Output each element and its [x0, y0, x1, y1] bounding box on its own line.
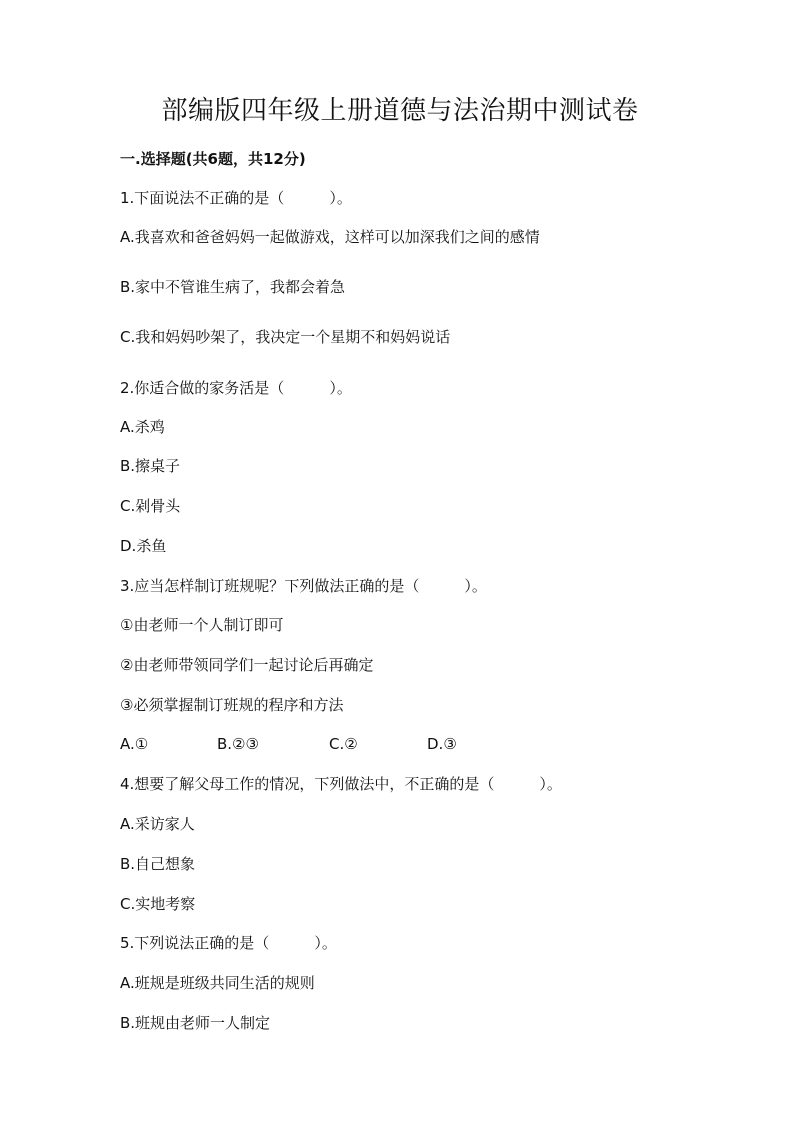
- question-2-option-a: A.杀鸡: [120, 418, 165, 436]
- question-2-option-b: B.擦桌子: [120, 457, 181, 475]
- question-1-option-b: B.家中不管谁生病了，我都会着急: [120, 278, 346, 296]
- question-3-stem: 3.应当怎样制订班规呢？下列做法正确的是（ ）。: [120, 577, 487, 595]
- question-1-stem: 1.下面说法不正确的是（ ）。: [120, 189, 352, 207]
- question-3-options: [120, 733, 680, 755]
- question-5-option-a: A.班规是班级共同生活的规则: [120, 974, 315, 992]
- question-2-option-d: D.杀鱼: [120, 537, 167, 555]
- question-1-option-a: A.我喜欢和爸爸妈妈一起做游戏，这样可以加深我们之间的感情: [120, 228, 540, 246]
- question-3-statement-3: ③必须掌握制订班规的程序和方法: [120, 696, 344, 714]
- question-5-option-b: B.班规由老师一人制定: [120, 1014, 271, 1032]
- section-heading: 一.选择题(共6题，共12分): [120, 150, 306, 168]
- question-3-statement-1: ①由老师一个人制订即可: [120, 616, 284, 634]
- question-3-option-b: B.②③: [217, 735, 259, 753]
- question-1-option-c: C.我和妈妈吵架了，我决定一个星期不和妈妈说话: [120, 328, 451, 346]
- question-4-option-a: A.采访家人: [120, 815, 195, 833]
- question-4-option-b: B.自己想象: [120, 855, 196, 873]
- question-3-statement-2: ②由老师带领同学们一起讨论后再确定: [120, 656, 374, 674]
- question-3-option-c: C.②: [329, 735, 358, 753]
- exam-title: 部编版四年级上册道德与法治期中测试卷: [161, 96, 639, 126]
- question-5-stem: 5.下列说法正确的是（ ）。: [120, 934, 337, 952]
- question-4-option-c: C.实地考察: [120, 895, 196, 913]
- question-2-stem: 2.你适合做的家务活是（ ）。: [120, 379, 352, 397]
- question-2-option-c: C.剁骨头: [120, 497, 181, 515]
- question-3-option-a: A.①: [120, 735, 149, 753]
- question-3-option-d: D.③: [427, 735, 457, 753]
- question-4-stem: 4.想要了解父母工作的情况，下列做法中，不正确的是（ ）。: [120, 775, 562, 793]
